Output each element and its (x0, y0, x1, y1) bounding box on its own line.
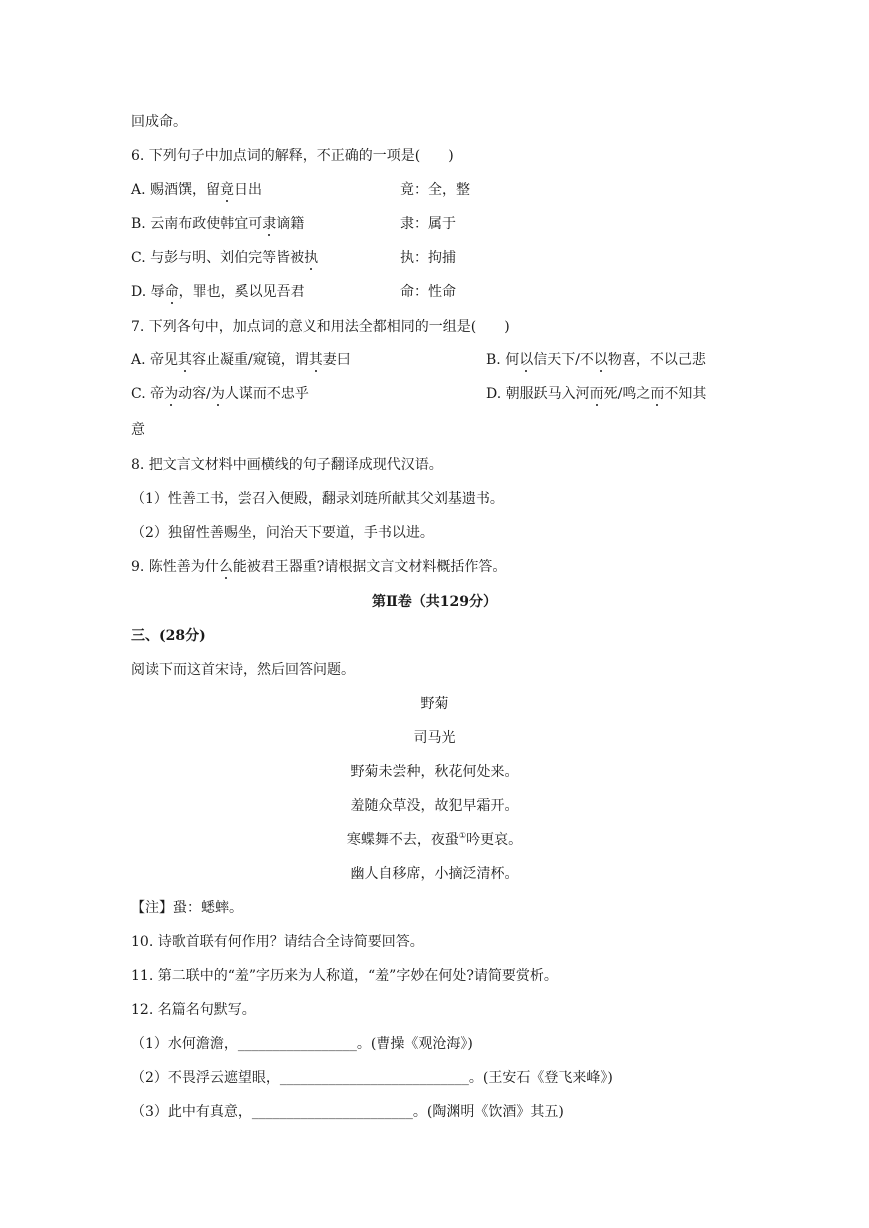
q8-item-2: （2）独留性善赐坐，问治天下要道，手书以进。 (131, 525, 434, 541)
text-line: 回成命。 (131, 114, 187, 130)
poem-note: 【注】蛩：蟋蟀。 (131, 900, 243, 916)
question-8: 8. 把文言文材料中画横线的句子翻译成现代汉语。 (131, 457, 443, 473)
question-10: 10. 诗歌首联有何作用？请结合全诗简要回答。 (131, 934, 424, 950)
q6-option-b: B. 云南布政使韩宜可隶谪籍 (131, 216, 305, 232)
poem-line-1: 野菊未尝种，秋花何处来。 (350, 764, 519, 780)
q7-option-c: C. 帝为动容/为人谋而不忠乎 (131, 386, 309, 402)
volume-heading: 第Ⅱ卷（共129分） (371, 594, 498, 610)
q12-item-1: （1）水何澹澹，_________________。(曹操《观沧海》) (131, 1036, 473, 1052)
poem-line-3: 寒蝶舞不去，夜蛩①吟更哀。 (346, 831, 523, 848)
q6-option-b-explanation: 隶：属于 (400, 216, 456, 232)
question-11: 11. 第二联中的“羞”字历来为人称道，“羞”字妙在何处?请简要赏析。 (131, 968, 558, 984)
footnote-marker: ① (458, 831, 467, 840)
question-6: 6. 下列句子中加点词的解释，不正确的一项是( ) (131, 148, 454, 164)
question-12: 12. 名篇名句默写。 (131, 1002, 256, 1018)
section-heading: 三、(28分) (131, 628, 206, 644)
q12-item-3: （3）此中有真意，_______________________。(陶渊明《饮酒》其五) (131, 1104, 564, 1120)
q6-option-a: A. 赐酒馔，留竟日出 (131, 182, 263, 198)
q12-item-2: （2）不畏浮云遮望眼，___________________________。(王安石《登飞来峰》) (131, 1070, 613, 1086)
q7-option-d: D. 朝服跃马入河而死/鸣之而不知其 (486, 386, 707, 402)
q6-option-c-explanation: 执：拘捕 (400, 250, 456, 266)
q6-option-a-explanation: 竟：全，整 (400, 182, 470, 198)
q7-option-d-wrap: 意 (131, 422, 145, 438)
poem-title: 野菊 (420, 696, 449, 712)
q7-option-b: B. 何以信天下/不以物喜，不以己悲 (486, 352, 706, 368)
poem-line-4: 幽人自移席，小摘泛清杯。 (350, 866, 519, 882)
q6-option-d-explanation: 命：性命 (400, 284, 456, 300)
q6-option-d: D. 辱命，罪也，奚以见吾君 (131, 284, 305, 300)
q7-option-a: A. 帝见其容止凝重/窥镜，谓其妻曰 (131, 352, 351, 368)
question-9: 9. 陈性善为什么能被君王器重?请根据文言文材料概括作答。 (131, 559, 507, 575)
question-7: 7. 下列各句中，加点词的意义和用法全都相同的一组是( ) (131, 319, 510, 335)
reading-intro: 阅读下而这首宋诗，然后回答问题。 (131, 662, 355, 678)
poem-author: 司马光 (413, 730, 456, 746)
q6-option-c: C. 与彭与明、刘伯完等皆被执 (131, 250, 319, 266)
poem-line-2: 羞随众草没，故犯早霜开。 (350, 798, 519, 814)
q8-item-1: （1）性善工书，尝召入便殿，翻录刘琏所献其父刘基遗书。 (131, 491, 504, 507)
